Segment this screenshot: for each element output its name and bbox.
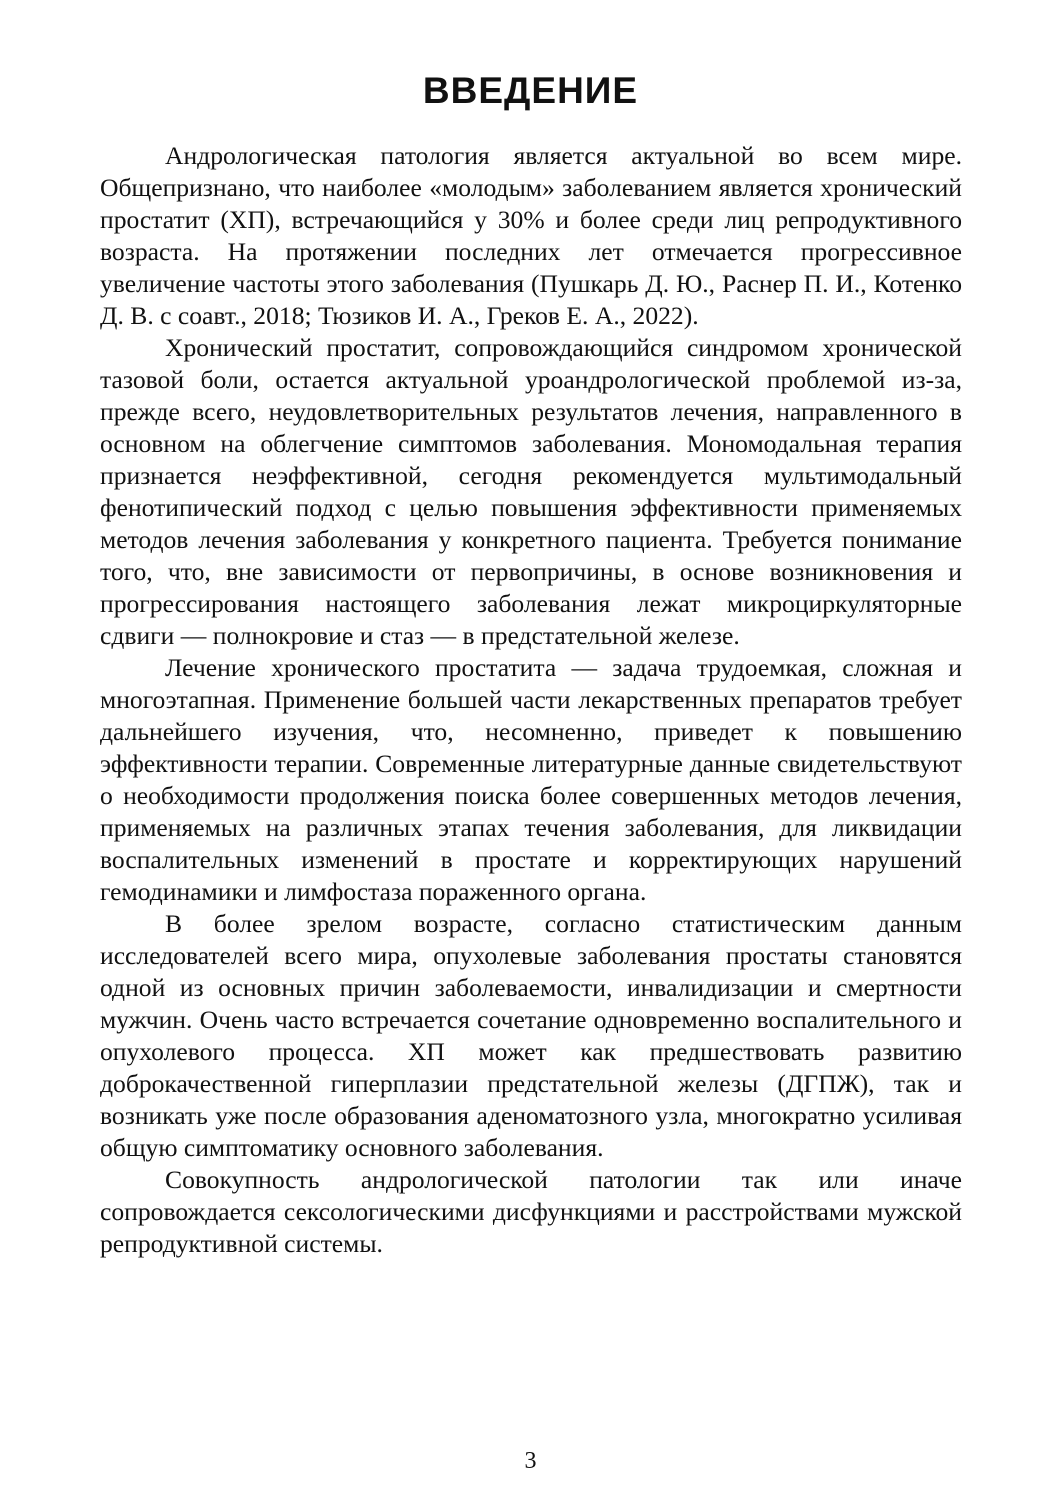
paragraph-3: Лечение хронического простатита — задача трудоемкая, сложная и многоэтапная. Применение большей части лекарственных препаратов требует дальнейшего изучения, что, несомненно, приведет к повышению эффективности терапии. Современные литературные данные свидетельствуют о необходимости продолжения поиска более совершенных методов лечения, применяемых на различных этапах течения заболевания, для ликвидации воспалительных изменений в простате и корректирующих нарушений гемодинамики и лимфостаза пораженного органа. xyxy=(100,653,962,906)
page-number: 3 xyxy=(524,1448,537,1474)
paragraph-5: Совокупность андрологической патологии так или иначе сопровождается сексологическими дисфункциями и расстройствами мужской репродуктивной системы. xyxy=(100,1165,962,1258)
body-text xyxy=(100,140,962,1260)
paragraph-4: В более зрелом возрасте, согласно статистическим данным исследователей всего мира, опухолевые заболевания простаты становятся одной из основных причин заболеваемости, инвалидизации и смертности мужчин. Очень часто встречается сочетание одновременно воспалительного и опухолевого процесса. ХП может как предшествовать развитию доброкачественной гиперплазии предстательной железы (ДГПЖ), так и возникать уже после образования аденоматозного узла, многократно усиливая общую симптоматику основного заболевания. xyxy=(100,909,962,1162)
paragraph-1: Андрологическая патология является актуальной во всем мире. Общепризнано, что наиболее «молодым» заболеванием является хронический простатит (ХП), встречающийся у 30% и более среди лиц репродуктивного возраста. На протяжении последних лет отмечается прогрессивное увеличение частоты этого заболевания (Пушкарь Д. Ю., Раснер П. И., Котенко Д. В. с соавт., 2018; Тюзиков И. А., Греков Е. А., 2022). xyxy=(100,141,962,330)
page-title: ВВЕДЕНИЕ xyxy=(422,70,639,111)
paragraph-2: Хронический простатит, сопровождающийся синдромом хронической тазовой боли, остается актуальной уроандрологической проблемой из-за, прежде всего, неудовлетворительных результатов лечения, направленного в основном на облегчение симптомов заболевания. Мономодальная терапия признается неэффективной, сегодня рекомендуется мультимодальный фенотипический подход с целью повышения эффективности применяемых методов лечения заболевания у конкретного пациента. Требуется понимание того, что, вне зависимости от первопричины, в основе возникновения и прогрессирования настоящего заболевания лежат микроциркуляторные сдвиги — полнокровие и стаз — в предстательной железе. xyxy=(100,333,962,650)
